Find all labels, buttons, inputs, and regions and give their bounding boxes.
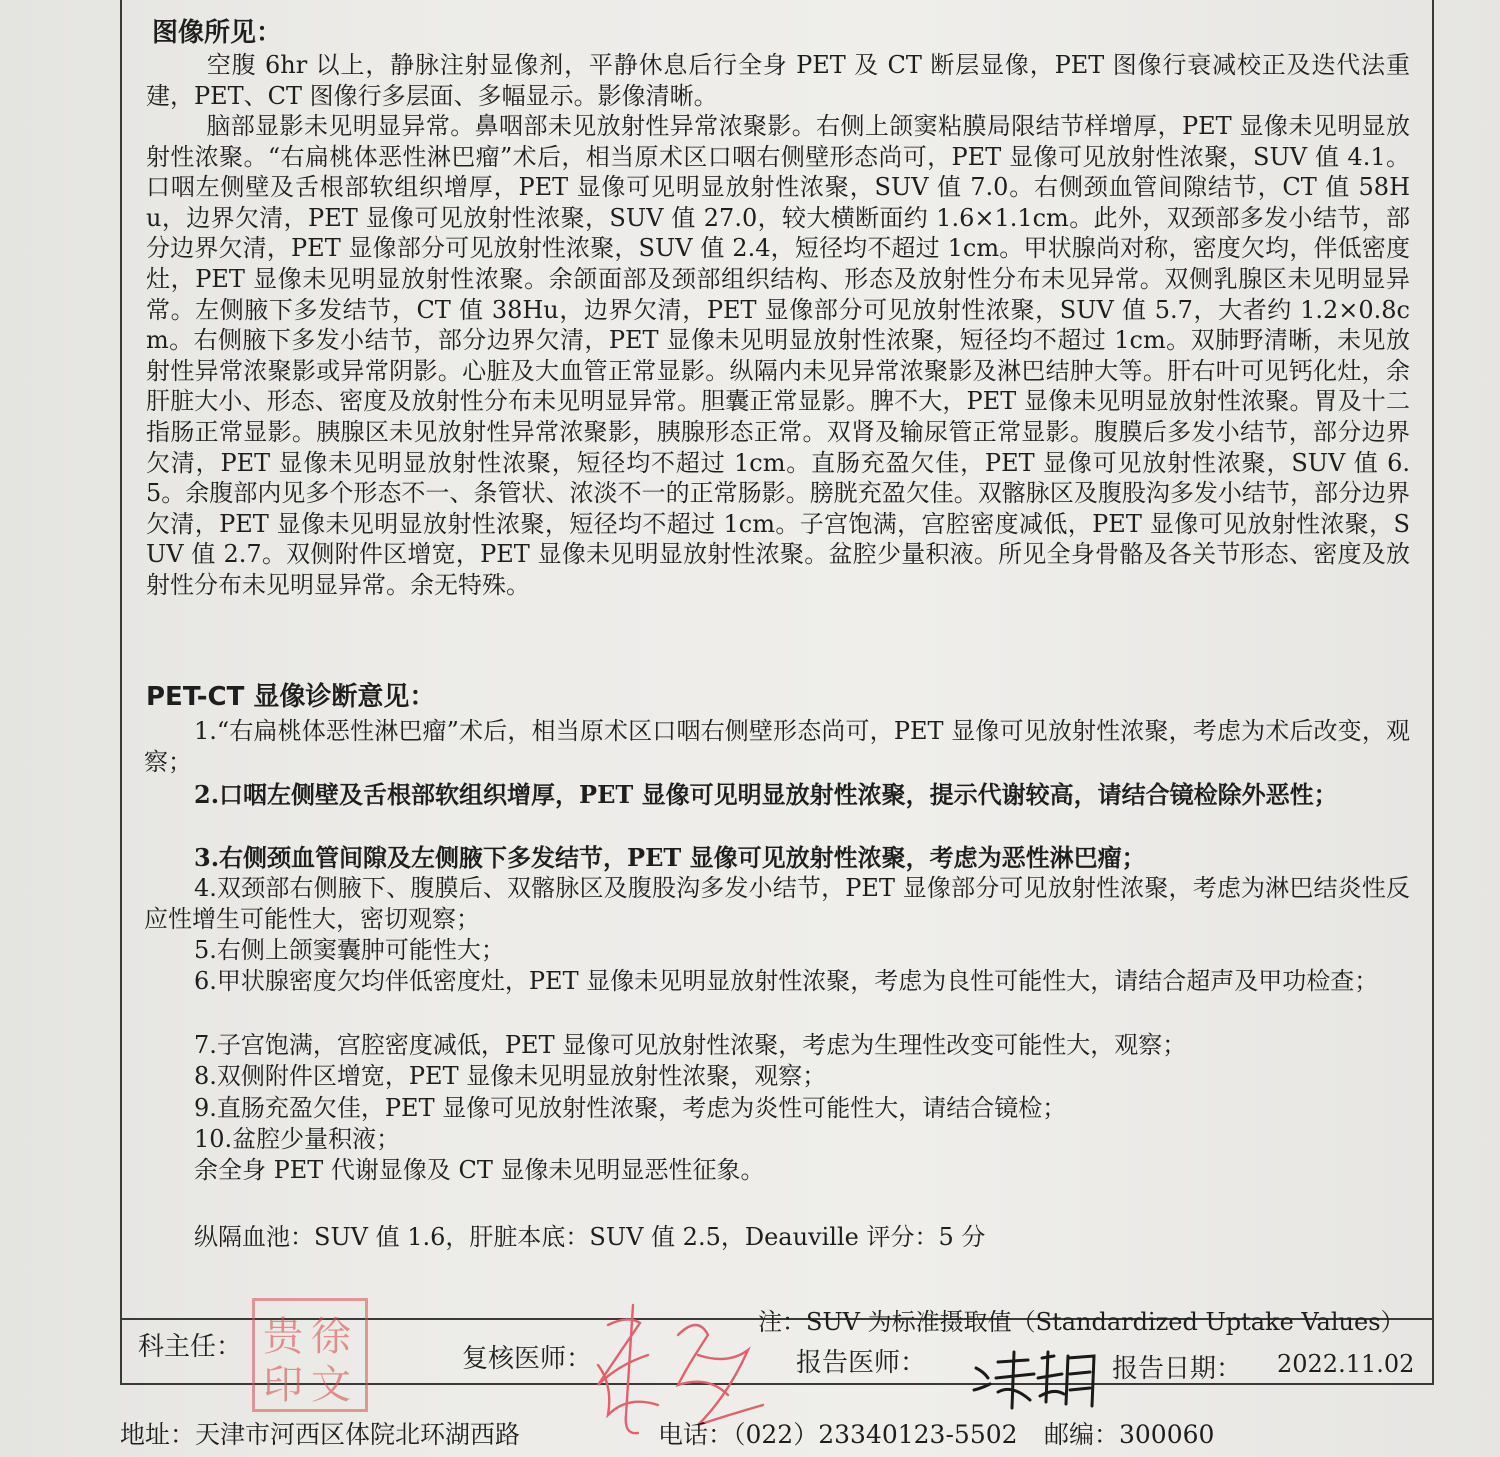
diagnosis-item-4: 4.双颈部右侧腋下、腹膜后、双髂脉区及腹股沟多发小结节，PET 显像部分可见放射性浓聚，考虑为淋巴结炎性反应性增生可能性大，密切观察； [144,874,1410,933]
address: 地址：天津市河西区体院北环湖西路 [120,1420,521,1449]
phone: 电话：（022）23340123-5502 [658,1420,1018,1449]
report-date-value: 2022.11.02 [1277,1350,1415,1378]
suv-note: 注：SUV 为标准摄取值（Standardized Uptake Values） [758,1308,1405,1336]
reviewer-label: 复核医师： [462,1344,593,1374]
diagnosis-item-8: 8.双侧附件区增宽，PET 显像未见明显放射性浓聚，观察； [194,1062,827,1090]
diagnosis-item-5: 5.右侧上颌窦囊肿可能性大； [194,936,505,964]
diagnosis-item-10: 10.盆腔少量积液； [194,1125,401,1153]
official-stamp [252,1298,368,1412]
diagnosis-heading: PET-CT 显像诊断意见： [146,682,436,712]
diagnosis-item-1: 1.“右扁桃体恶性淋巴瘤”术后，相当原术区口咽右侧壁形态尚可，PET 显像可见放射性浓聚，考虑为术后改变，观察； [144,717,1410,776]
report-date-label: 报告日期： [1112,1354,1243,1384]
stamp-char-3: 印 [263,1362,303,1408]
diagnosis-item-6: 6.甲状腺密度欠均伴低密度灶，PET 显像未见明显放射性浓聚，考虑为良性可能性大，请结合超声及甲功检查； [194,967,1379,995]
diagnosis-item-2: 2.口咽左侧壁及舌根部软组织增厚，PET 显像可见明显放射性浓聚，提示代谢较高，请结合镜检除外恶性； [194,780,1338,809]
stamp-char-1: 贵 [263,1314,303,1360]
reporter-label: 报告医师： [796,1348,927,1378]
diagnosis-summary: 余全身 PET 代谢显像及 CT 显像未见明显恶性征象。 [194,1156,765,1184]
findings-paragraph-2: 脑部显影未见明显异常。鼻咽部未见放射性异常浓聚影。右侧上颌窦粘膜局限结节样增厚，PET 显像未见明显放射性浓聚。“右扁桃体恶性淋巴瘤”术后，相当原术区口咽右侧壁形态尚可，PET 显像可见放射性浓聚，SUV 值 4.1。口咽左侧壁及舌根部软组织增厚，PET 显像可见明显放射性浓聚，SUV 值 7.0。右侧颈血管间隙结节，CT 值 58Hu，边界欠清，PET 显像可见放射性浓聚，SUV 值 27.0，较大横断面约 1.6×1.1cm。此外，双颈部多发小结节，部分边界欠清，PET 显像部分可见放射性浓聚，SUV 值 2.4，短径均不超过 1cm。甲状腺尚对称，密度欠均，伴低密度灶，PET 显像未见明显放射性浓聚。余颌面部及颈部组织结构、形态及放射性分布未见异常。双侧乳腺区未见明显异常。左侧腋下多发结节，CT 值 38Hu，边界欠清，PET 显像部分可见放射性浓聚，SUV 值 5.7，大者约 1.2×0.8cm。右侧腋下多发小结节，部分边界欠清，PET 显像未见明显放射性浓聚，短径均不超过 1cm。双肺野清晰，未见放射性异常浓聚影或异常阴影。心脏及大血管正常显影。纵隔内未见异常浓聚影及淋巴结肿大等。肝右叶可见钙化灶，余肝脏大小、形态、密度及放射性分布未见明显异常。胆囊正常显影。脾不大，PET 显像未见明显放射性浓聚。胃及十二指肠正常显影。胰腺区未见放射性异常浓聚影，胰腺形态正常。双肾及输尿管正常显影。腹膜后多发小结节，部分边界欠清，PET 显像未见明显放射性浓聚，短径均不超过 1cm。直肠充盈欠佳，PET 显像可见放射性浓聚，SUV 值 6.5。余腹部内见多个形态不一、条管状、浓淡不一的正常肠影。膀胱充盈欠佳。双髂脉区及腹股沟多发小结节，部分边界欠清，PET 显像未见明显放射性浓聚，短径均不超过 1cm。子宫饱满，宫腔密度减低，PET 显像可见放射性浓聚，SUV 值 2.7。双侧附件区增宽，PET 显像未见明显放射性浓聚。盆腔少量积液。所见全身骨骼及各关节形态、密度及放射性分布未见明显异常。余无特殊。 [146,112,1410,599]
diagnosis-item-9: 9.直肠充盈欠佳，PET 显像可见放射性浓聚，考虑为炎性可能性大，请结合镜检； [194,1094,1067,1122]
findings-paragraph-1: 空腹 6hr 以上，静脉注射显像剂，平静休息后行全身 PET 及 CT 断层显像，PET 图像行衰减校正及迭代法重建，PET、CT 图像行多层面、多幅显示。影像清晰。 [146,51,1410,110]
postcode: 邮编：300060 [1044,1420,1215,1449]
findings-heading: 图像所见： [152,18,283,48]
diagnosis-item-7: 7.子宫饱满，宫腔密度减低，PET 显像可见放射性浓聚，考虑为生理性改变可能性大，观察； [194,1031,1187,1059]
reporter-signature [968,1348,1108,1418]
stamp-char-2: 徐 [311,1314,351,1360]
diagnosis-reference-values: 纵隔血池：SUV 值 1.6，肝脏本底：SUV 值 2.5，Deauville 评分：5 分 [194,1223,986,1251]
chief-label: 科主任： [138,1332,243,1362]
stamp-char-4: 文 [311,1362,351,1408]
diagnosis-item-3: 3.右侧颈血管间隙及左侧腋下多发结节，PET 显像可见放射性浓聚，考虑为恶性淋巴瘤； [194,843,1146,872]
